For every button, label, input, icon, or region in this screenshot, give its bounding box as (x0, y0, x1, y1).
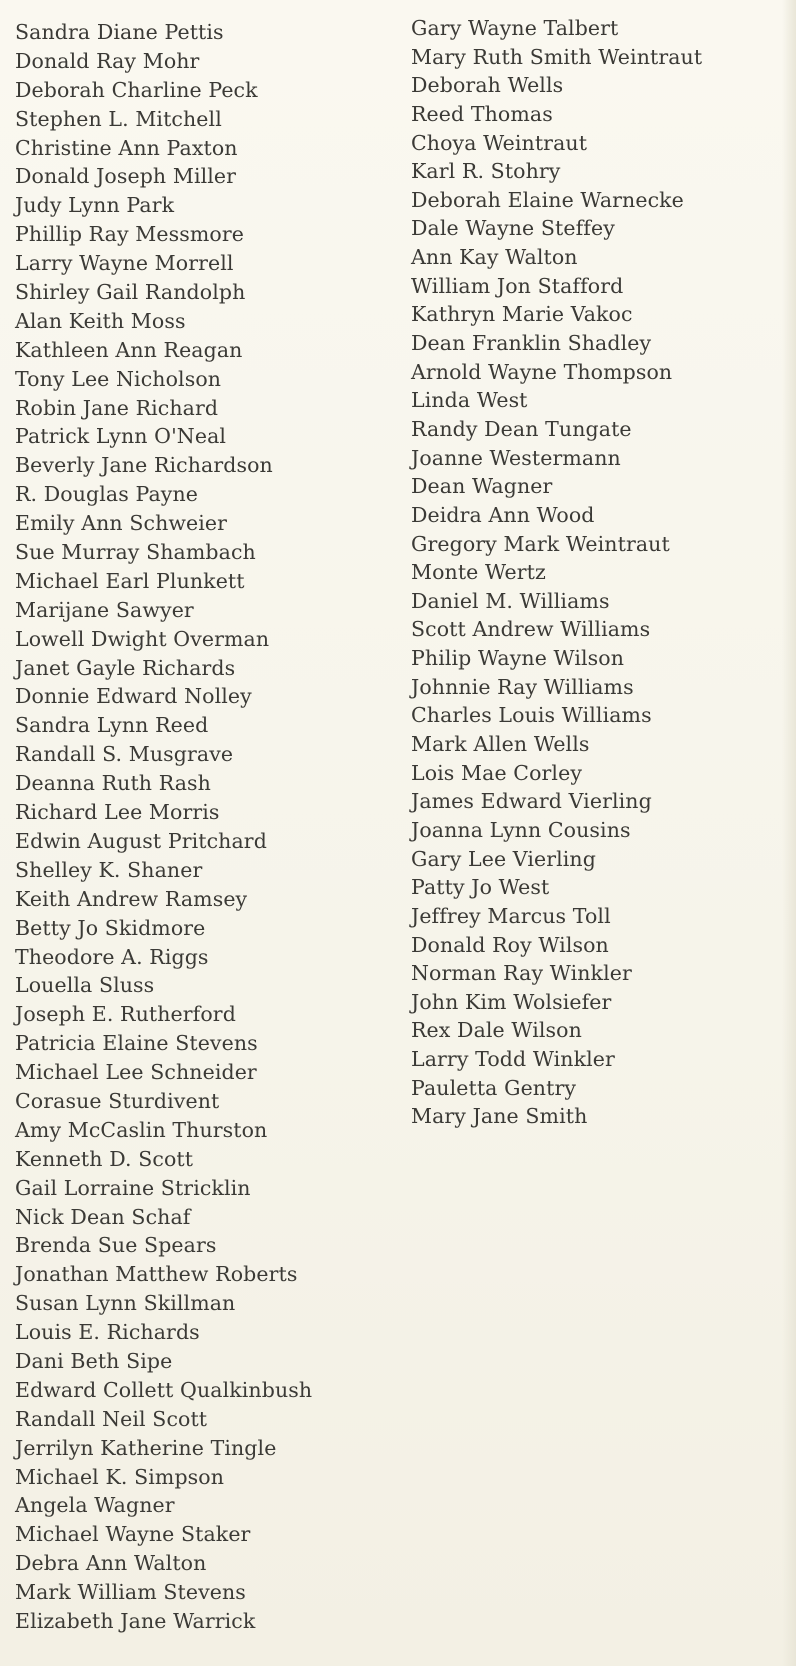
name-entry: Judy Lynn Park (15, 193, 175, 218)
name-entry: Daniel M. Williams (411, 588, 610, 613)
name-entry: Stephen L. Mitchell (15, 106, 222, 131)
name-entry: Marijane Sawyer (15, 597, 194, 622)
name-entry: Sandra Diane Pettis (15, 20, 224, 44)
name-entry: Mark William Stevens (15, 1580, 246, 1605)
name-entry: Johnnie Ray Williams (411, 674, 634, 699)
name-entry: Emily Ann Schweier (15, 511, 228, 536)
name-entry: Larry Todd Winkler (411, 1047, 615, 1072)
name-entry: Jeffrey Marcus Toll (411, 903, 611, 928)
name-entry: Larry Wayne Morrell (15, 251, 234, 276)
name-entry: Dani Beth Sipe (15, 1348, 173, 1373)
name-entry: R. Douglas Payne (15, 482, 198, 507)
name-entry: Christine Ann Paxton (15, 135, 238, 160)
name-entry: Elizabeth Jane Warrick (15, 1608, 256, 1633)
name-entry: Patty Jo West (411, 875, 550, 900)
name-entry: Deborah Wells (411, 73, 564, 98)
name-entry: Charles Louis Williams (411, 703, 652, 728)
name-entry: Lois Mae Corley (411, 760, 583, 785)
name-entry: Pauletta Gentry (411, 1075, 577, 1100)
name-entry: Kenneth D. Scott (15, 1146, 194, 1171)
name-entry: William Jon Stafford (411, 273, 624, 298)
name-entry: Nick Dean Schaf (15, 1204, 191, 1229)
name-entry: Kathleen Ann Reagan (15, 337, 243, 362)
name-entry: Deanna Ruth Rash (15, 771, 211, 796)
name-entry: Michael Wayne Staker (15, 1522, 251, 1547)
name-entry: Randall Neil Scott (15, 1406, 208, 1431)
name-entry: Debra Ann Walton (15, 1551, 207, 1576)
name-entry: Shelley K. Shaner (15, 857, 203, 882)
name-entry: Richard Lee Morris (15, 800, 220, 825)
name-entry: Mark Allen Wells (411, 732, 590, 757)
name-entry: Arnold Wayne Thompson (411, 359, 673, 384)
name-entry: Gregory Mark Weintraut (411, 531, 670, 556)
name-entry: Keith Andrew Ramsey (15, 886, 248, 911)
name-entry: Reed Thomas (411, 101, 553, 126)
name-entry: Norman Ray Winkler (411, 961, 632, 986)
name-entry: Monte Wertz (411, 560, 546, 585)
name-entry: Donald Joseph Miller (15, 164, 237, 189)
name-entry: Ann Kay Walton (411, 245, 578, 270)
name-entry: Gail Lorraine Stricklin (15, 1175, 251, 1200)
name-entry: Sandra Lynn Reed (15, 713, 209, 738)
name-entry: Gary Wayne Talbert (411, 16, 619, 40)
name-entry: Louella Sluss (15, 973, 155, 998)
name-entry: Donnie Edward Nolley (15, 684, 252, 709)
name-entry: Lowell Dwight Overman (15, 626, 270, 651)
name-entry: Deborah Elaine Warnecke (411, 187, 684, 212)
name-entry: Shirley Gail Randolph (15, 280, 246, 305)
name-entry: Joanna Lynn Cousins (411, 817, 631, 842)
name-entry: Beverly Jane Richardson (15, 453, 273, 478)
name-entry: Janet Gayle Richards (15, 655, 236, 680)
name-entry: Deborah Charline Peck (15, 77, 258, 102)
name-entry: Michael Lee Schneider (15, 1060, 257, 1085)
names-column-left (15, 18, 395, 1636)
name-entry: Rex Dale Wilson (411, 1018, 582, 1043)
name-entry: Sue Murray Shambach (15, 540, 256, 565)
name-entry: Edward Collett Qualkinbush (15, 1377, 313, 1402)
name-entry: Gary Lee Vierling (411, 846, 596, 871)
name-entry: Joanne Westermann (411, 445, 621, 470)
name-entry: Patricia Elaine Stevens (15, 1031, 258, 1056)
name-entry: Choya Weintraut (411, 130, 588, 155)
name-entry: Phillip Ray Messmore (15, 222, 244, 247)
name-entry: Dean Wagner (411, 474, 553, 499)
name-entry: Michael Earl Plunkett (15, 568, 245, 593)
name-entry: Dean Franklin Shadley (411, 331, 652, 356)
name-entry: Edwin August Pritchard (15, 828, 267, 853)
name-entry: Alan Keith Moss (15, 308, 186, 333)
name-entry: Louis E. Richards (15, 1320, 200, 1345)
names-column-right (411, 14, 781, 1131)
name-entry: Michael K. Simpson (15, 1464, 225, 1489)
name-entry: Susan Lynn Skillman (15, 1291, 236, 1316)
name-entry: John Kim Wolsiefer (411, 989, 612, 1014)
name-entry: Mary Ruth Smith Weintraut (411, 44, 703, 69)
name-entry: James Edward Vierling (411, 789, 652, 814)
name-entry: Donald Roy Wilson (411, 932, 609, 957)
name-entry: Jerrilyn Katherine Tingle (15, 1435, 277, 1460)
name-entry: Patrick Lynn O'Neal (15, 424, 227, 449)
name-entry: Randy Dean Tungate (411, 416, 632, 441)
name-entry: Joseph E. Rutherford (15, 1002, 236, 1027)
name-entry: Dale Wayne Steffey (411, 216, 615, 241)
name-entry: Angela Wagner (15, 1493, 175, 1518)
name-entry: Brenda Sue Spears (15, 1233, 217, 1258)
name-entry: Randall S. Musgrave (15, 742, 234, 767)
name-entry: Amy McCaslin Thurston (15, 1117, 268, 1142)
page-edge-shadow (782, 0, 796, 1666)
name-entry: Betty Jo Skidmore (15, 915, 206, 940)
name-entry: Theodore A. Riggs (15, 944, 209, 969)
name-entry: Kathryn Marie Vakoc (411, 302, 633, 327)
name-entry: Donald Ray Mohr (15, 48, 200, 73)
name-entry: Tony Lee Nicholson (15, 366, 222, 391)
name-entry: Mary Jane Smith (411, 1104, 588, 1129)
name-entry: Robin Jane Richard (15, 395, 219, 420)
name-entry: Karl R. Stohry (411, 159, 561, 184)
name-entry: Jonathan Matthew Roberts (15, 1262, 298, 1287)
name-entry: Scott Andrew Williams (411, 617, 651, 642)
name-entry: Corasue Sturdivent (15, 1088, 220, 1113)
name-entry: Deidra Ann Wood (411, 502, 595, 527)
name-entry: Philip Wayne Wilson (411, 646, 625, 671)
name-entry: Linda West (411, 388, 528, 413)
